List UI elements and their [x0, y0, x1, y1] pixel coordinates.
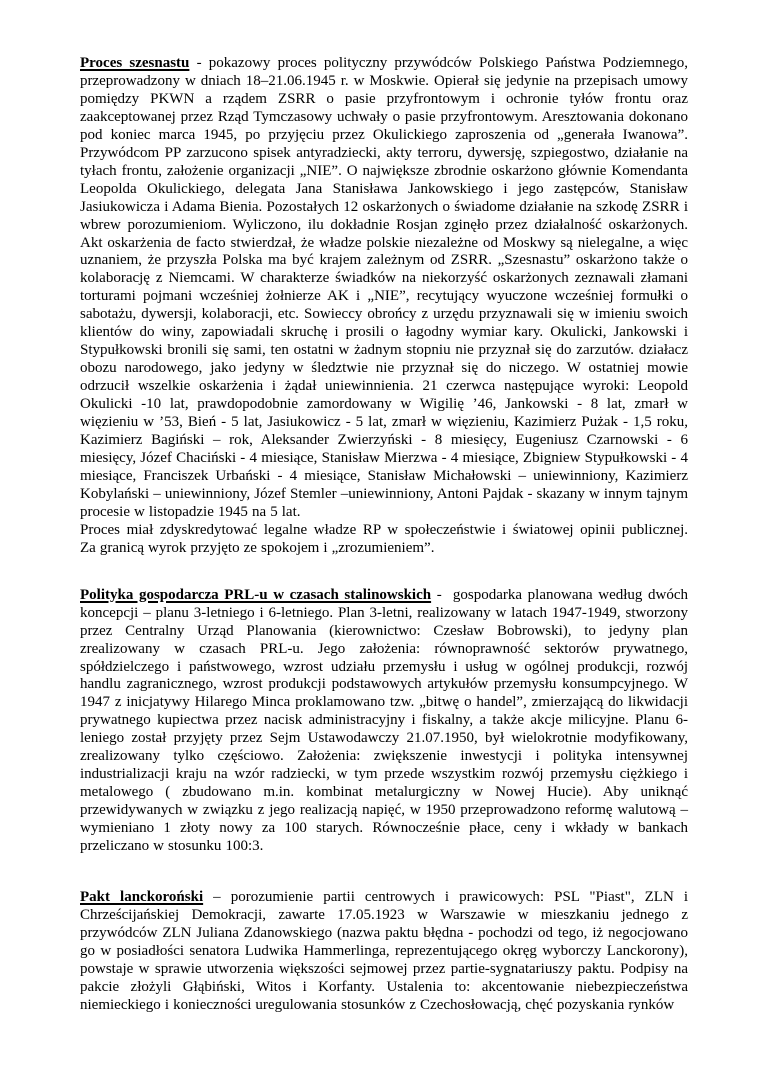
section-paragraph	[80, 889, 688, 1015]
section-proces-szesnastu	[80, 55, 688, 558]
section-body-text: gospodarka planowana według dwóch koncepcji – planu 3-letniego i 6-letniego. Plan 3-letni, realizowany w latach 1947-1949, stworzony przez Centralny Urząd Planowania (kierownictwo: Czesław Bobrowski), to jedyny plan zrealizowany w czasach PRL-u. Jego założenia: równoprawność sektorów prywatnego, spółdzielczego i państwowego, wzrost udziału przemysłu i usług w ogólnej produkcji, rozwój handlu zagranicznego, wzrost produkcji podstawowych artykułów przemysłu konsumpcyjnego. W 1947 z inicjatywy Hilarego Minca proklamowano tzw. „bitwę o handel”, zmierzającą do likwidacji prywatnego kupiectwa przez nacisk administracyjny i fiskalny, a także akcje milicyjne. Planu 6-leniego został przyjęty przez Sejm Ustawodawczy 21.07.1950, był wielokrotnie modyfikowany, zrealizowany tylko częściowo. Założenia: zwiększenie inwestycji i polityka intensywnej industrializacji kraju na wzór radziecki, w tym przede wszystkim rozwój przemysłu ciężkiego i metalowego ( zbudowano m.in. kombinat metalurgiczny w Nowej Hucie). Aby uniknąć przewidywanych w związku z jego realizacją napięć, w 1950 przeprowadzono reformę walutową – wymieniano 1 złoty nowy za 100 starych. Równocześnie płace, ceny i wkłady w bankach przeliczano w stosunku 100:3.	[80, 586, 688, 855]
section-paragraph	[80, 587, 688, 856]
section-body-text: porozumienie partii centrowych i prawicowych: PSL "Piast", ZLN i Chrześcijańskiej Demokracji, zawarte 17.05.1923 w Warszawie w mieszkaniu jednego z przywódców ZLN Juliana Zdanowskiego (nazwa paktu błędna - pochodzi od tego, iż negocjowano go w posiadłości senatora Ludwika Hammerlinga, reprezentującego okręg wyborczy Lanckorony), powstaje w sprawie utworzenia większości sejmowej przez partie-sygnatariuszy paktu. Podpisy na pakcie złożyli Głąbiński, Witos i Korfanty. Ustalenia to: akcentowanie niebezpieczeństwa niemieckiego i konieczności uregulowania stosunków z Czechosłowacją, chęć pozyskania rynków	[80, 888, 688, 1013]
heading-separator: -	[431, 586, 453, 603]
heading-separator: –	[203, 888, 231, 905]
section-heading: Pakt lanckoroński	[80, 888, 204, 905]
section-pakt-lanckoronski	[80, 889, 688, 1015]
section-extra-line: Za granicą wyrok przyjęto ze spokojem i „zrozumieniem”.	[80, 539, 435, 556]
section-body-text: pokazowy proces polityczny przywódców Polskiego Państwa Podziemnego, przeprowadzony w dniach 18–21.06.1945 r. w Moskwie. Opierał się jedynie na przepisach umowy pomiędzy PKWN a rządem ZSRR o pasie przyfrontowym i ochronie tyłów frontu oraz zaakceptowanej przez Rząd Tymczasowy uchwały o pasie przyfrontowym. Aresztowania dokonano pod koniec marca 1945, po przyjęciu przez Okulickiego zaproszenia od „generała Iwanowa”. Przywódcom PP zarzucono spisek antyradziecki, akty terroru, dywersję, szpiegostwo, działanie na tyłach frontu, założenie organizacji „NIE”. O największe zbrodnie oskarżono głównie Komendanta Leopolda Okulickiego, delegata Jana Stanisława Jankowskiego i jego zastępców, Stanisław Jasiukowicza i Adama Bienia. Pozostałych 12 oskarżonych o świadome działanie na szkodę ZSRR i wbrew porozumieniom. Wyliczono, ilu dokładnie Rosjan zginęło przez działalność oskarżonych. Akt oskarżenia de facto stwierdzał, że władze polskie niezależne od Moskwy są nielegalne, a więc uznaniem, że przyszła Polska ma być krajem zależnym od ZSRR. „Szesnastu” oskarżono także o kolaborację z Niemcami. W charakterze świadków na niekorzyść oskarżonych zeznawali złamani torturami pojmani wcześniej żołnierze AK i „NIE”, recytujący wyuczone wcześniej formułki o sabotażu, dywersji, kolaboracji, etc. Sowieccy obrońcy z urzędu przyznawali się w imieniu swoich klientów do winy, zapowiadali skruchę i prosili o łagodny wymiar kary. Okulicki, Jankowski i Stypułkowski bronili się sami, ten ostatni w żadnym stopniu nie przyznał się do zarzutów. działacz obozu narodowego, jako jedyny w śledztwie nie przyznał się do niczego. W ostatniej mowie odrzucił wszelkie oskarżenia i żądał uniewinnienia. 21 czerwca następujące wyroki: Leopold Okulicki -10 lat, prawdopodobnie zamordowany w Wigilię ’46, Jankowski - 8 lat, zmarł w więzieniu w ’53, Bień - 5 lat, Jasiukowicz - 5 lat, zmarł w więzieniu, Kazimierz Pużak - 1,5 roku, Kazimierz Bagiński – rok, Aleksander Zwierzyński - 8 miesięcy, Eugeniusz Czarnowski - 6 miesięcy, Józef Chaciński - 4 miesiące, Stanisław Mierzwa - 4 miesiące, Zbigniew Stypułkowski - 4 miesiące, Franciszek Urbański - 4 miesiące, Stanisław Michałowski – uniewinniony, Kazimierz Kobylański – uniewinniony, Józef Stemler –uniewinniony, Antoni Pajdak - skazany w innym tajnym procesie w listopadzie 1945 na 5 lat.	[80, 55, 688, 520]
section-heading: Proces szesnastu	[80, 55, 190, 71]
section-polityka-gospodarcza	[80, 587, 688, 856]
section-paragraph	[80, 55, 688, 522]
section-heading: Polityka gospodarcza PRL-u w czasach stalinowskich	[80, 586, 432, 603]
section-extra-line: Proces miał zdyskredytować legalne władze RP w społeczeństwie i światowej opinii publicznej.	[80, 521, 688, 538]
heading-separator: -	[189, 55, 209, 71]
